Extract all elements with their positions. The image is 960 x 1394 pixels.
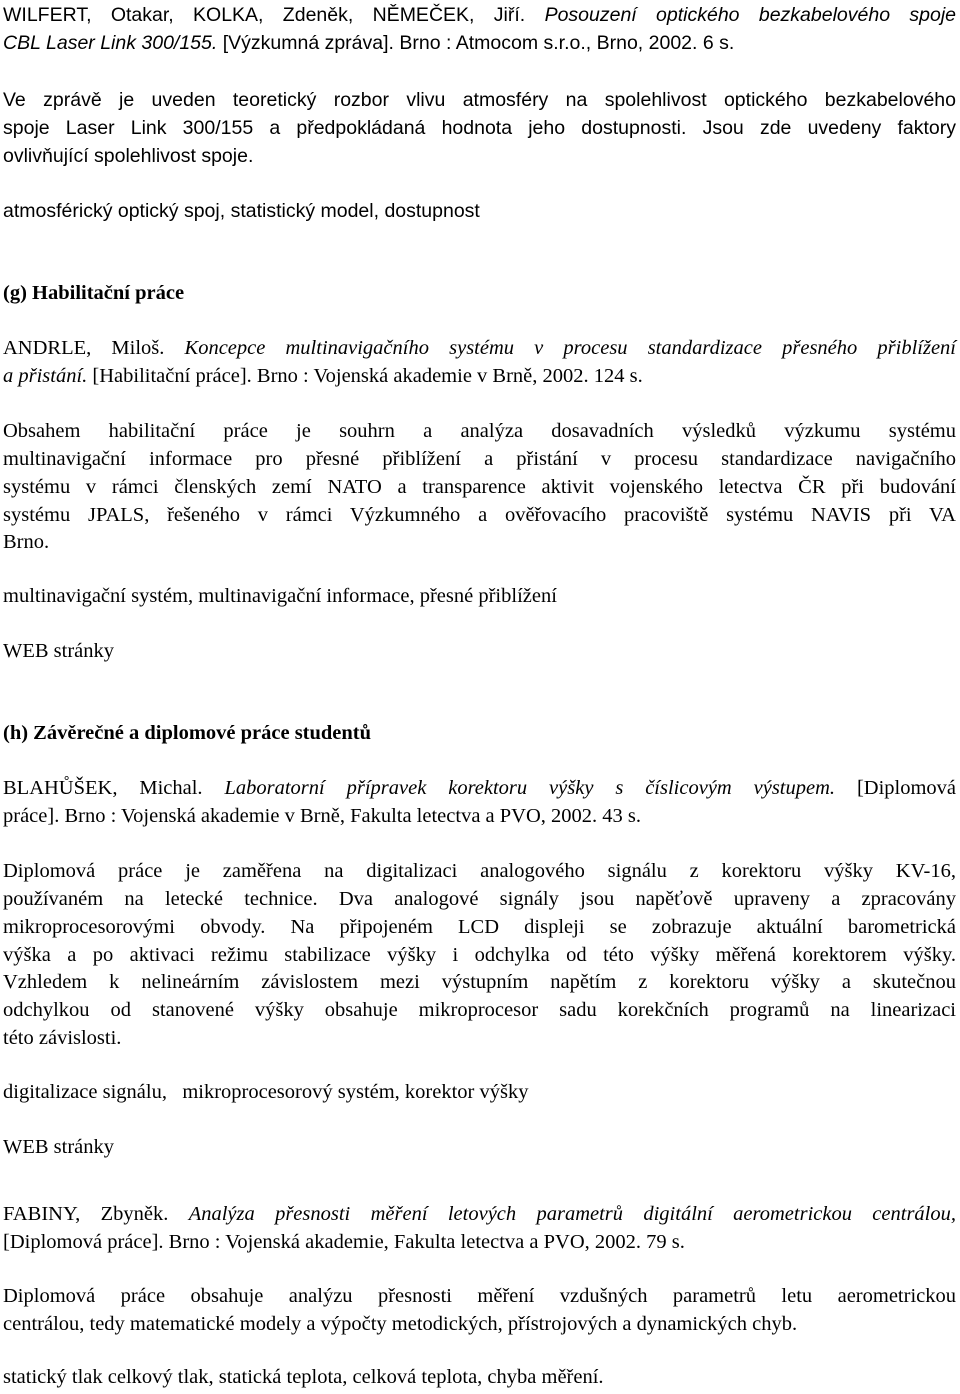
section-h-heading — [3, 719, 956, 747]
entry3-citation-line1 — [3, 774, 956, 802]
entry1-citation-line2 — [3, 29, 956, 57]
entry2-title-line1: Koncepce multinavigačního systému v procesu standardizace přesného přiblížení — [184, 337, 956, 359]
entry2-title-line2: a přistání. — [3, 365, 88, 387]
entry2-abstract-line5: Brno. — [3, 531, 50, 553]
entry2-keywords: multinavigační systém, multinavigační informace, přesné přiblížení — [3, 585, 557, 607]
entry2-author: ANDRLE, Miloš. — [3, 337, 165, 359]
entry1-abstract-line1: Ve zprávě je uveden teoretický rozbor vlivu atmosféry na spolehlivost optického bezkabelového — [3, 89, 956, 111]
entry4-citation-line1 — [3, 1200, 956, 1228]
entry1-title-line1: Posouzení optického bezkabelového spoje — [544, 4, 957, 26]
entry1-authors: WILFERT, Otakar, KOLKA, Zdeněk, NĚMEČEK, Jiří. — [3, 4, 526, 26]
section-g-title: (g) Habilitační práce — [3, 282, 185, 304]
section-h-title: (h) Závěrečné a diplomové práce studentů — [3, 722, 372, 744]
entry2-abstract-line3: systému v rámci členských zemí NATO a transparence aktivit vojenského letectva ČR při budování — [3, 476, 956, 498]
entry1-keywords: atmosférický optický spoj, statistický model, dostupnost — [3, 200, 480, 222]
entry2-abstract-line1: Obsahem habilitační práce je souhrn a analýza dosavadních výsledků výzkumu systému — [3, 420, 956, 442]
entry2-publication: [Habilitační práce]. Brno : Vojenská akademie v Brně, 2002. 124 s. — [92, 365, 643, 387]
entry3-web-link[interactable]: WEB stránky — [3, 1136, 115, 1158]
entry4-keywords: statický tlak celkový tlak, statická teplota, celková teplota, chyba měření. — [3, 1366, 604, 1388]
entry3-abstract-line6: odchylkou od stanovené výšky obsahuje mikroprocesor sadu korekčních programů na linearizaci — [3, 999, 956, 1021]
entry2-citation-line1 — [3, 334, 956, 362]
entry3-title: Laboratorní přípravek korektoru výšky s číslicovým výstupem. — [224, 777, 836, 799]
entry4-title: Analýza přesnosti měření letových parametrů digitální aerometrickou centrálou, — [188, 1203, 956, 1225]
entry3-abstract-line7: této závislosti. — [3, 1027, 122, 1049]
entry3-abstract-line2: používaném na letecké technice. Dva analogové signály jsou napěťově upraveny a zpracovány — [3, 888, 956, 910]
entry3-citation-line2: práce]. Brno : Vojenská akademie v Brně, Fakulta letectva a PVO, 2002. 43 s. — [3, 805, 642, 827]
entry3-keywords: digitalizace signálu, mikroprocesorový systém, korektor výšky — [3, 1081, 529, 1103]
entry1-abstract-line3: ovlivňující spolehlivost spoje. — [3, 145, 254, 167]
entry4-abstract-line1: Diplomová práce obsahuje analýzu přesnosti měření vzdušných parametrů letu aerometrickou — [3, 1285, 956, 1307]
entry3-author: BLAHŮŠEK, Michal. — [3, 777, 203, 799]
entry1-abstract-line2: spoje Laser Link 300/155 a předpokládaná hodnota jeho dostupnosti. Jsou zde uvedeny faktory — [3, 117, 956, 139]
entry3-publication-start: [Diplomová — [856, 777, 957, 799]
entry4-citation-line2: [Diplomová práce]. Brno : Vojenská akademie, Fakulta letectva a PVO, 2002. 79 s. — [3, 1231, 685, 1253]
entry3-abstract-line1: Diplomová práce je zaměřena na digitalizaci analogového signálu z korektoru výšky KV-16, — [3, 860, 956, 882]
entry1-citation-line1 — [3, 1, 956, 29]
entry1-publication: [Výzkumná zpráva]. Brno : Atmocom s.r.o., Brno, 2002. 6 s. — [222, 32, 735, 54]
entry4-author: FABINY, Zbyněk. — [3, 1203, 169, 1225]
entry3-abstract-line3: mikroprocesorovými obvody. Na připojeném LCD displeji se zobrazuje aktuální barometrická — [3, 916, 956, 938]
entry1-title-line2: CBL Laser Link 300/155. — [3, 32, 218, 54]
entry2-abstract-line2: multinavigační informace pro přesné přiblížení a přistání v procesu standardizace navigačního — [3, 448, 956, 470]
section-g-heading — [3, 279, 956, 307]
entry2-web-link[interactable]: WEB stránky — [3, 640, 115, 662]
entry2-abstract-line4: systému JPALS, řešeného v rámci Výzkumného a ověřovacího pracoviště systému NAVIS při VA — [3, 504, 956, 526]
entry3-abstract-line5: Vzhledem k nelineárním závislostem mezi výstupním napětím z korektoru výšky a skutečnou — [3, 971, 956, 993]
entry2-citation-line2 — [3, 362, 956, 390]
entry3-abstract-line4: výška a po aktivaci režimu stabilizace výšky i odchylka od této výšky měřená korektorem výšky. — [3, 944, 956, 966]
entry4-abstract-line2: centrálou, tedy matematické modely a výpočty metodických, přístrojových a dynamických chyb. — [3, 1313, 798, 1335]
